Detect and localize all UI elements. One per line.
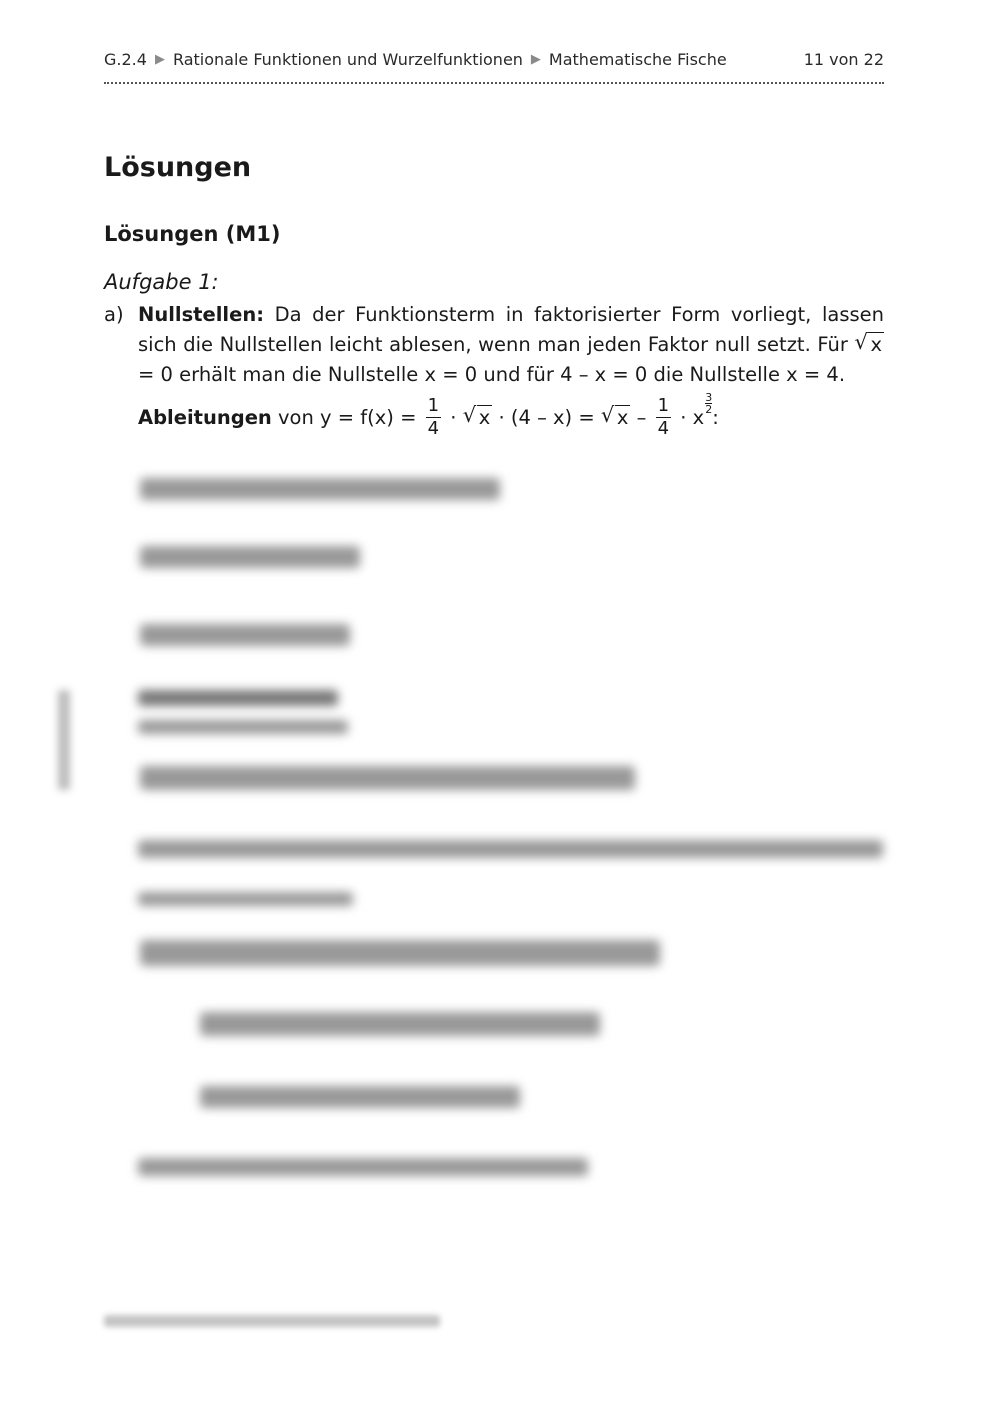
blurred-formula-line — [200, 1086, 520, 1108]
text-segment: · — [444, 406, 463, 429]
blurred-formula-line — [140, 478, 500, 500]
radicand: x — [478, 406, 491, 429]
copyright-side-mark — [58, 690, 70, 790]
sqrt-expression — [601, 406, 631, 429]
denominator: 4 — [427, 418, 440, 439]
blurred-text-line — [138, 892, 353, 906]
exponent-denominator: 2 — [705, 403, 713, 416]
triangle-right-icon: ▶ — [154, 52, 165, 67]
ableitungen-heading: Ableitungen — [138, 406, 272, 429]
blurred-formula-line — [140, 766, 635, 790]
page-footer — [104, 1315, 440, 1327]
page-title: Lösungen — [104, 152, 252, 183]
exponent-fraction — [705, 392, 712, 415]
task-label: Aufgabe 1: — [104, 270, 219, 294]
sqrt-expression — [463, 406, 493, 429]
page-header — [104, 50, 884, 84]
derivatives-formula — [138, 391, 719, 440]
page-number: 11 von 22 — [803, 50, 884, 69]
part-a-paragraph — [104, 300, 884, 390]
blurred-formula-line — [140, 546, 360, 568]
section-title: Lösungen (M1) — [104, 222, 281, 246]
numerator: 1 — [427, 395, 440, 416]
nullstellen-heading: Nullstellen: — [138, 303, 264, 326]
sqrt-expression — [854, 330, 884, 360]
text-segment: – — [630, 406, 653, 429]
radicand: x — [870, 333, 882, 356]
text-segment: = 0 erhält man die Nullstelle x = 0 und für 4 – x = 0 die Nullstelle x = 4. — [138, 363, 846, 386]
blurred-heading — [138, 690, 338, 706]
triangle-right-icon: ▶ — [530, 52, 541, 67]
text-segment: : — [712, 406, 719, 429]
part-a-label: a) — [104, 303, 124, 326]
exponent-numerator: 3 — [705, 391, 713, 404]
blurred-formula-line — [140, 940, 660, 966]
text-segment: · x — [674, 406, 705, 429]
section-number: G.2.4 — [104, 50, 147, 69]
blurred-formula-line — [200, 1012, 600, 1036]
blurred-text-line — [138, 840, 883, 858]
text-segment: Da der Funktionsterm in faktorisierter Form vorliegt, lassen sich die Nullstellen leicht ablesen, wenn man jeden Faktor null setzt. Für — [138, 303, 884, 356]
radicand: x — [616, 406, 629, 429]
numerator: 1 — [657, 395, 670, 416]
breadcrumb-topic: Mathematische Fische — [548, 50, 727, 69]
text-segment: von y = f(x) = — [271, 406, 423, 429]
blurred-text-line — [138, 720, 348, 734]
fraction — [656, 395, 671, 440]
breadcrumb — [104, 50, 727, 69]
fraction — [426, 395, 441, 440]
blurred-formula-line — [140, 624, 350, 646]
blurred-text-line — [138, 1158, 588, 1176]
breadcrumb-chapter: Rationale Funktionen und Wurzelfunktionen — [172, 50, 523, 69]
text-segment: · (4 – x) = — [492, 406, 601, 429]
denominator: 4 — [657, 418, 670, 439]
part-a-text — [138, 300, 884, 390]
